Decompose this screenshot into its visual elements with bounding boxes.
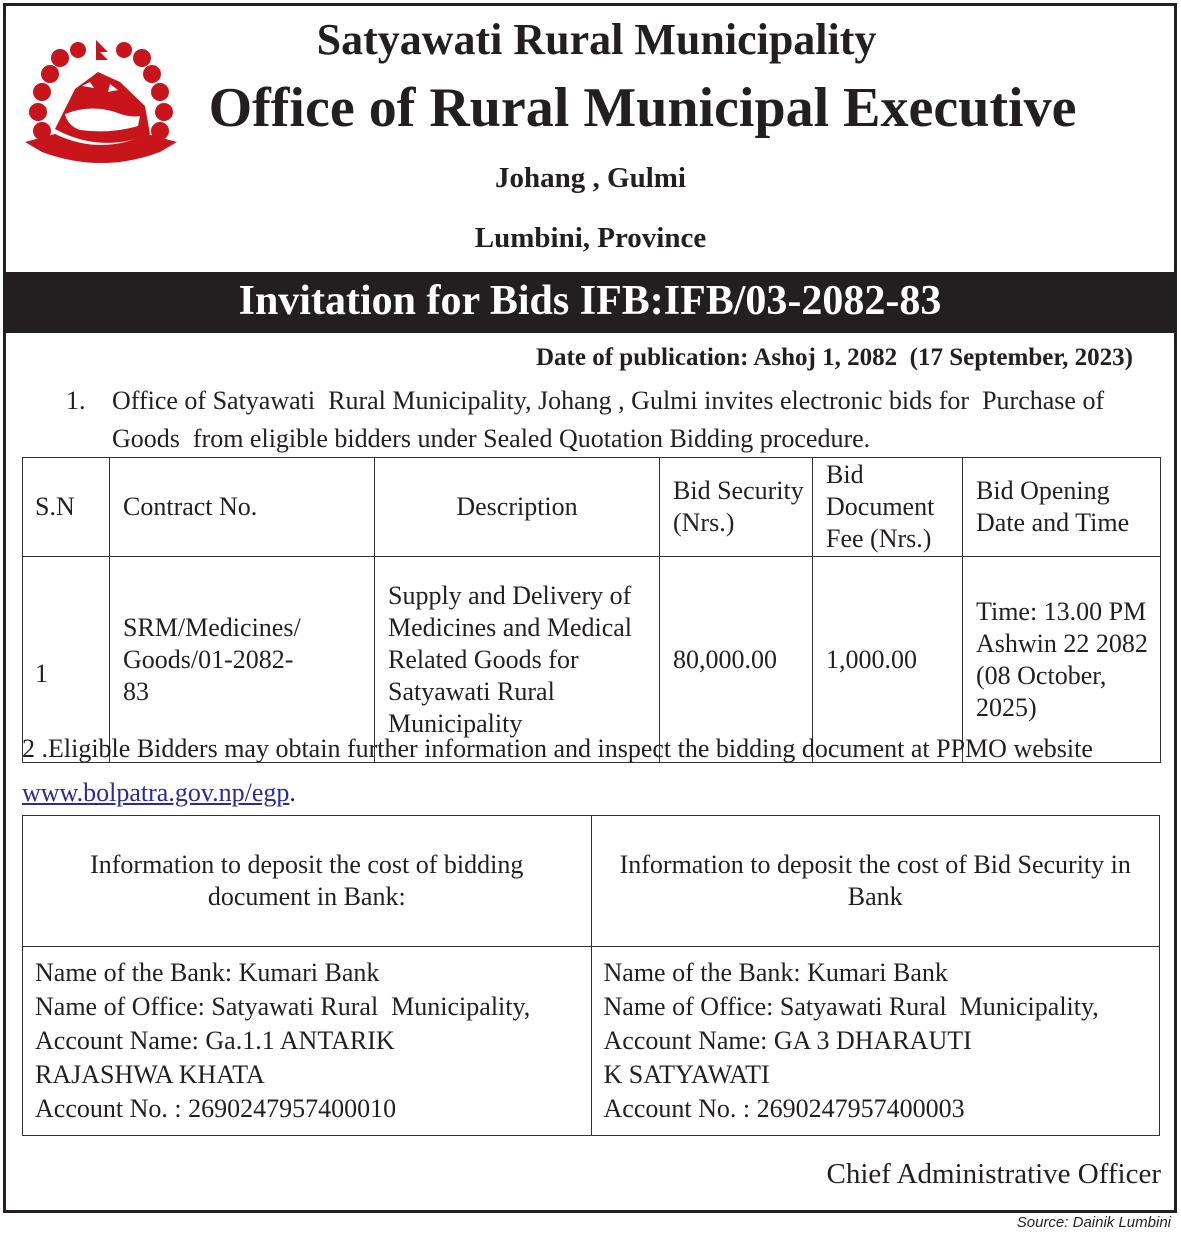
bids-table-header: [23, 458, 1161, 557]
source-credit: Source: Dainik Lumbini: [1016, 1214, 1171, 1231]
paragraph-1: [66, 382, 1161, 458]
office-title: Office of Rural Municipal Executive: [208, 77, 1077, 139]
office-name: Name of Office: Satyawati Rural Municipality,: [35, 992, 531, 1021]
cell-description: Supply and Delivery of Medicines and Medical Related Goods for Satyawati Rural Municipality: [375, 557, 660, 763]
bank-table-header: [23, 816, 1160, 947]
header-contract-no: Contract No.: [110, 458, 375, 557]
publication-date: Date of publication: Ashoj 1, 2082 (17 September, 2023): [536, 344, 1133, 371]
ifb-banner: Invitation for Bids IFB:IFB/03-2082-83: [6, 272, 1174, 333]
cell-bid-opening: Time: 13.00 PM Ashwin 22 2082 (08 October, 2025): [963, 557, 1161, 763]
paragraph-1-text: Office of Satyawati Rural Municipality, Johang , Gulmi invites electronic bids for Purchase of Goods from eligible bidders under Sealed Quotation Bidding procedure.: [112, 386, 1111, 453]
header-bidding-document-deposit: Information to deposit the cost of bidding document in Bank:: [23, 816, 592, 947]
header-sn: S.N: [23, 458, 110, 557]
signatory-title: Chief Administrative Officer: [826, 1158, 1161, 1190]
header-bid-security: Bid Security (Nrs.): [660, 458, 813, 557]
account-number: Account No. : 2690247957400010: [35, 1094, 397, 1123]
account-name-cont: RAJASHWA KHATA: [35, 1060, 265, 1089]
header-bid-security-deposit: Information to deposit the cost of Bid Security in Bank: [591, 816, 1160, 947]
header-bid-opening: Bid Opening Date and Time: [963, 458, 1161, 557]
account-name: Account Name: GA 3 DHARAUTI: [603, 1026, 972, 1055]
cell-bid-security: 80,000.00: [660, 557, 813, 763]
location-text: Johang , Gulmi: [495, 162, 686, 194]
province-text: Lumbini, Province: [474, 222, 707, 254]
bank-name: Name of the Bank: Kumari Bank: [603, 958, 948, 987]
paragraph-2: 2 .Eligible Bidders may obtain further information and inspect the bidding document at PPMO website: [22, 734, 1093, 763]
bank-table-row: [23, 947, 1160, 1136]
cell-contract-no: SRM/Medicines/ Goods/01-2082-83: [110, 557, 375, 763]
account-name-cont: K SATYAWATI: [603, 1060, 770, 1089]
bank-name: Name of the Bank: Kumari Bank: [35, 958, 380, 987]
bank-details-bid-security: [591, 947, 1160, 1136]
ppmo-website-link[interactable]: www.bolpatra.gov.np/egp: [22, 778, 290, 807]
account-number: Account No. : 2690247957400003: [603, 1094, 965, 1123]
cell-bid-document-fee: 1,000.00: [813, 557, 963, 763]
ppmo-link-line: [22, 778, 296, 808]
cell-sn: 1: [23, 557, 110, 763]
link-suffix: .: [289, 778, 296, 807]
account-name: Account Name: Ga.1.1 ANTARIK: [35, 1026, 395, 1055]
municipality-name: Satyawati Rural Municipality: [316, 15, 877, 64]
bank-details-bidding-document: [23, 947, 592, 1136]
paragraph-number: 1.: [66, 386, 86, 415]
bank-info-table: [22, 815, 1160, 1136]
bids-table: [22, 457, 1161, 763]
header-description: Description: [375, 458, 660, 557]
header-bid-document-fee: Bid Document Fee (Nrs.): [813, 458, 963, 557]
office-name: Name of Office: Satyawati Rural Municipality,: [603, 992, 1099, 1021]
table-row: [23, 557, 1161, 763]
